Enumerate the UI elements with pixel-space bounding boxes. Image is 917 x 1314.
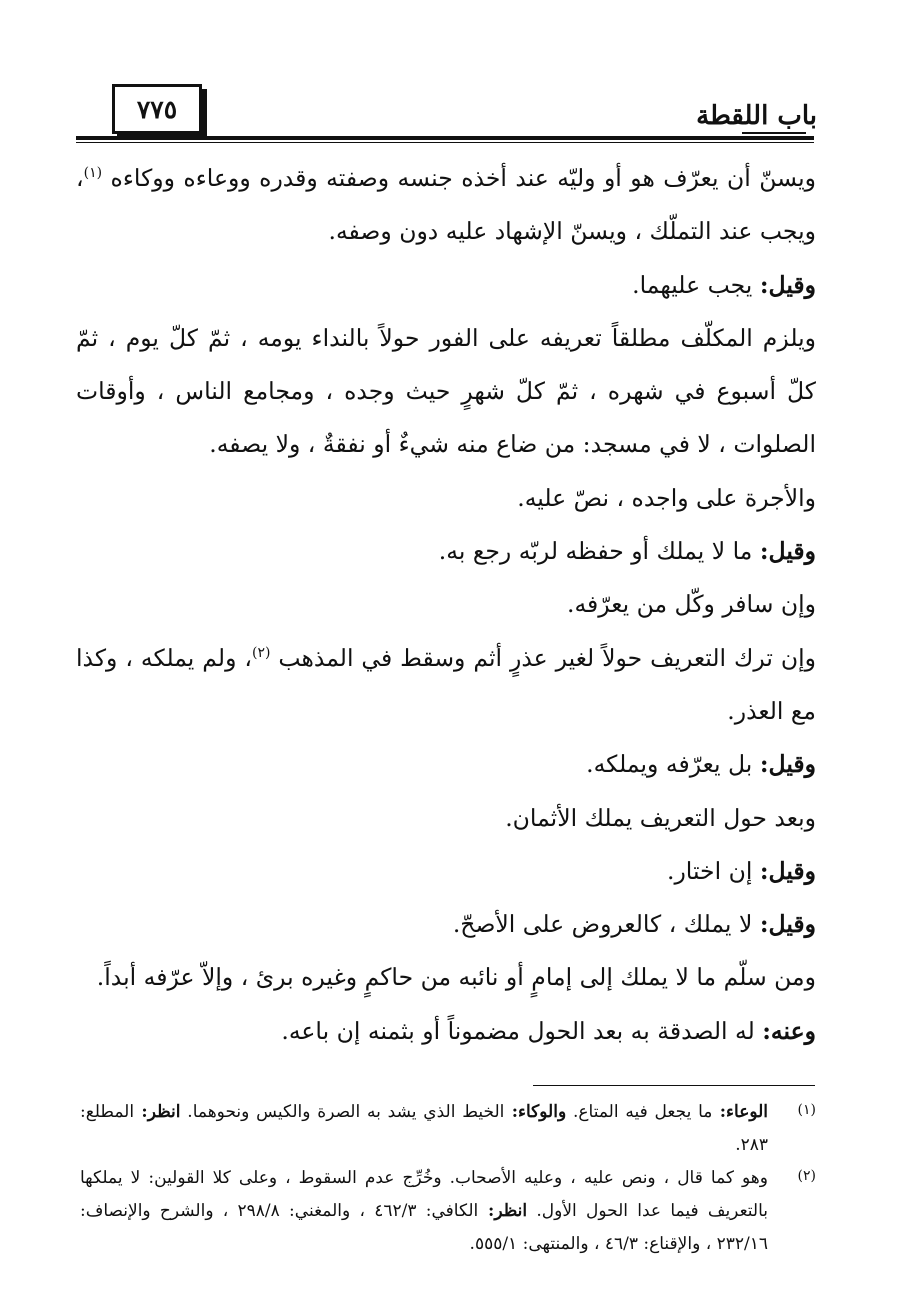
paragraph-text: وبعد حول التعريف يملك الأثمان. xyxy=(505,803,816,832)
paragraph xyxy=(76,792,816,845)
header-dash xyxy=(742,132,806,134)
paragraph xyxy=(76,951,816,1004)
paragraph xyxy=(76,152,816,259)
paragraph-lead: وقيل: xyxy=(759,856,816,885)
paragraph-lead: وقيل: xyxy=(759,270,816,299)
footnote xyxy=(80,1096,816,1162)
paragraph xyxy=(76,845,816,898)
paragraph-text: ومن سلّم ما لا يملك إلى إمامٍ أو نائبه من حاكمٍ وغيره برئ ، وإلاّ عرّفه أبداً. xyxy=(96,963,816,992)
chapter-title: باب اللقطة xyxy=(696,101,817,131)
paragraph-text: وإن ترك التعريف حولاً لغير عذرٍ أثم وسقط في المذهب xyxy=(278,643,816,672)
paragraph-lead: وقيل: xyxy=(759,910,816,939)
footnote-ref: (١) xyxy=(83,165,103,182)
footnote-term: والوكاء: xyxy=(504,1102,567,1122)
paragraph-text: وإن سافر وكّل من يعرّفه. xyxy=(566,590,816,619)
paragraph-text: ويلزم المكلّف مطلقاً تعريفه على الفور حولاً بالنداء يومه ، ثمّ كلّ يوم ، ثمّ كلّ أسبوع في شهره ، ثمّ كلّ شهرٍ حيث وجده ، ومجامع الناس ، وأوقات الصلوات ، لا في مسجد: من ضاع منه شيءٌ أو نفقةٌ ، ولا يصفه. xyxy=(76,323,816,459)
paragraph-text: إن اختار. xyxy=(666,856,753,885)
paragraph xyxy=(76,1005,816,1058)
paragraph-text: والأجرة على واجده ، نصّ عليه. xyxy=(517,483,816,512)
paragraph xyxy=(76,312,816,472)
paragraph-lead: وعنه: xyxy=(762,1016,816,1045)
paragraph xyxy=(76,578,816,631)
paragraph-text: لا يملك ، كالعروض على الأصحّ. xyxy=(452,910,753,939)
paragraph xyxy=(76,632,816,739)
footnote-see: انظر: xyxy=(134,1102,181,1122)
footnote-number: (١) xyxy=(797,1102,816,1118)
paragraph xyxy=(76,738,816,791)
footnote-text: ما يجعل فيه المتاع. xyxy=(566,1102,713,1122)
paragraph-text: له الصدقة به بعد الحول مضموناً أو بثمنه إن باعه. xyxy=(281,1016,755,1045)
paragraph-tail: ، ويجب عند التملّك ، ويسنّ الإشهاد عليه دون وصفه. xyxy=(76,164,816,246)
footnote-number: (٢) xyxy=(797,1168,816,1184)
footnote-text: الخيط الذي يشد به الصرة والكيس ونحوهما. xyxy=(180,1102,505,1122)
footnotes xyxy=(80,1096,816,1261)
paragraph-text: يجب عليهما. xyxy=(632,270,753,299)
paragraph-text: ما لا يملك أو حفظه لربّه رجع به. xyxy=(438,537,753,566)
footnote-see: انظر: xyxy=(478,1201,528,1221)
footnote-separator xyxy=(533,1085,815,1086)
paragraph-lead: وقيل: xyxy=(759,537,816,566)
footnote xyxy=(80,1162,816,1261)
footnote-ref: (٢) xyxy=(251,644,271,661)
footnote-term: الوعاء: xyxy=(712,1102,769,1122)
footnote-text: الكافي: ٤٦٢/٣ ، والمغني: ٢٩٨/٨ ، والشرح والإنصاف: ٢٣٢/١٦ ، والإقناع: ٤٦/٣ ، والمنتهى: ٥٥٥/١. xyxy=(80,1201,768,1254)
footnote-text: وهو كما قال ، ونص عليه ، وعليه الأصحاب. وخُرِّج عدم السقوط ، وعلى كلا القولين: لا يملكها بالتعريف فيما عدا الحول الأول. xyxy=(80,1168,768,1221)
paragraph-tail: ، ولم يملكه ، وكذا مع العذر. xyxy=(76,643,816,725)
paragraph-text: ويسنّ أن يعرّف هو أو وليّه عند أخذه جنسه وصفته وقدره ووعاءه ووكاءه xyxy=(110,164,816,192)
paragraph xyxy=(76,898,816,951)
header-rule xyxy=(76,136,814,140)
header-rule-thin xyxy=(76,142,814,143)
body-text xyxy=(76,152,816,1058)
page-number: ٧٧٥ xyxy=(112,84,202,134)
footnote-text: المطلع: ٢٨٣. xyxy=(80,1102,768,1155)
paragraph xyxy=(76,525,816,578)
paragraph xyxy=(76,472,816,525)
paragraph xyxy=(76,259,816,312)
paragraph-text: بل يعرّفه ويملكه. xyxy=(586,750,753,779)
paragraph-lead: وقيل: xyxy=(759,750,816,779)
